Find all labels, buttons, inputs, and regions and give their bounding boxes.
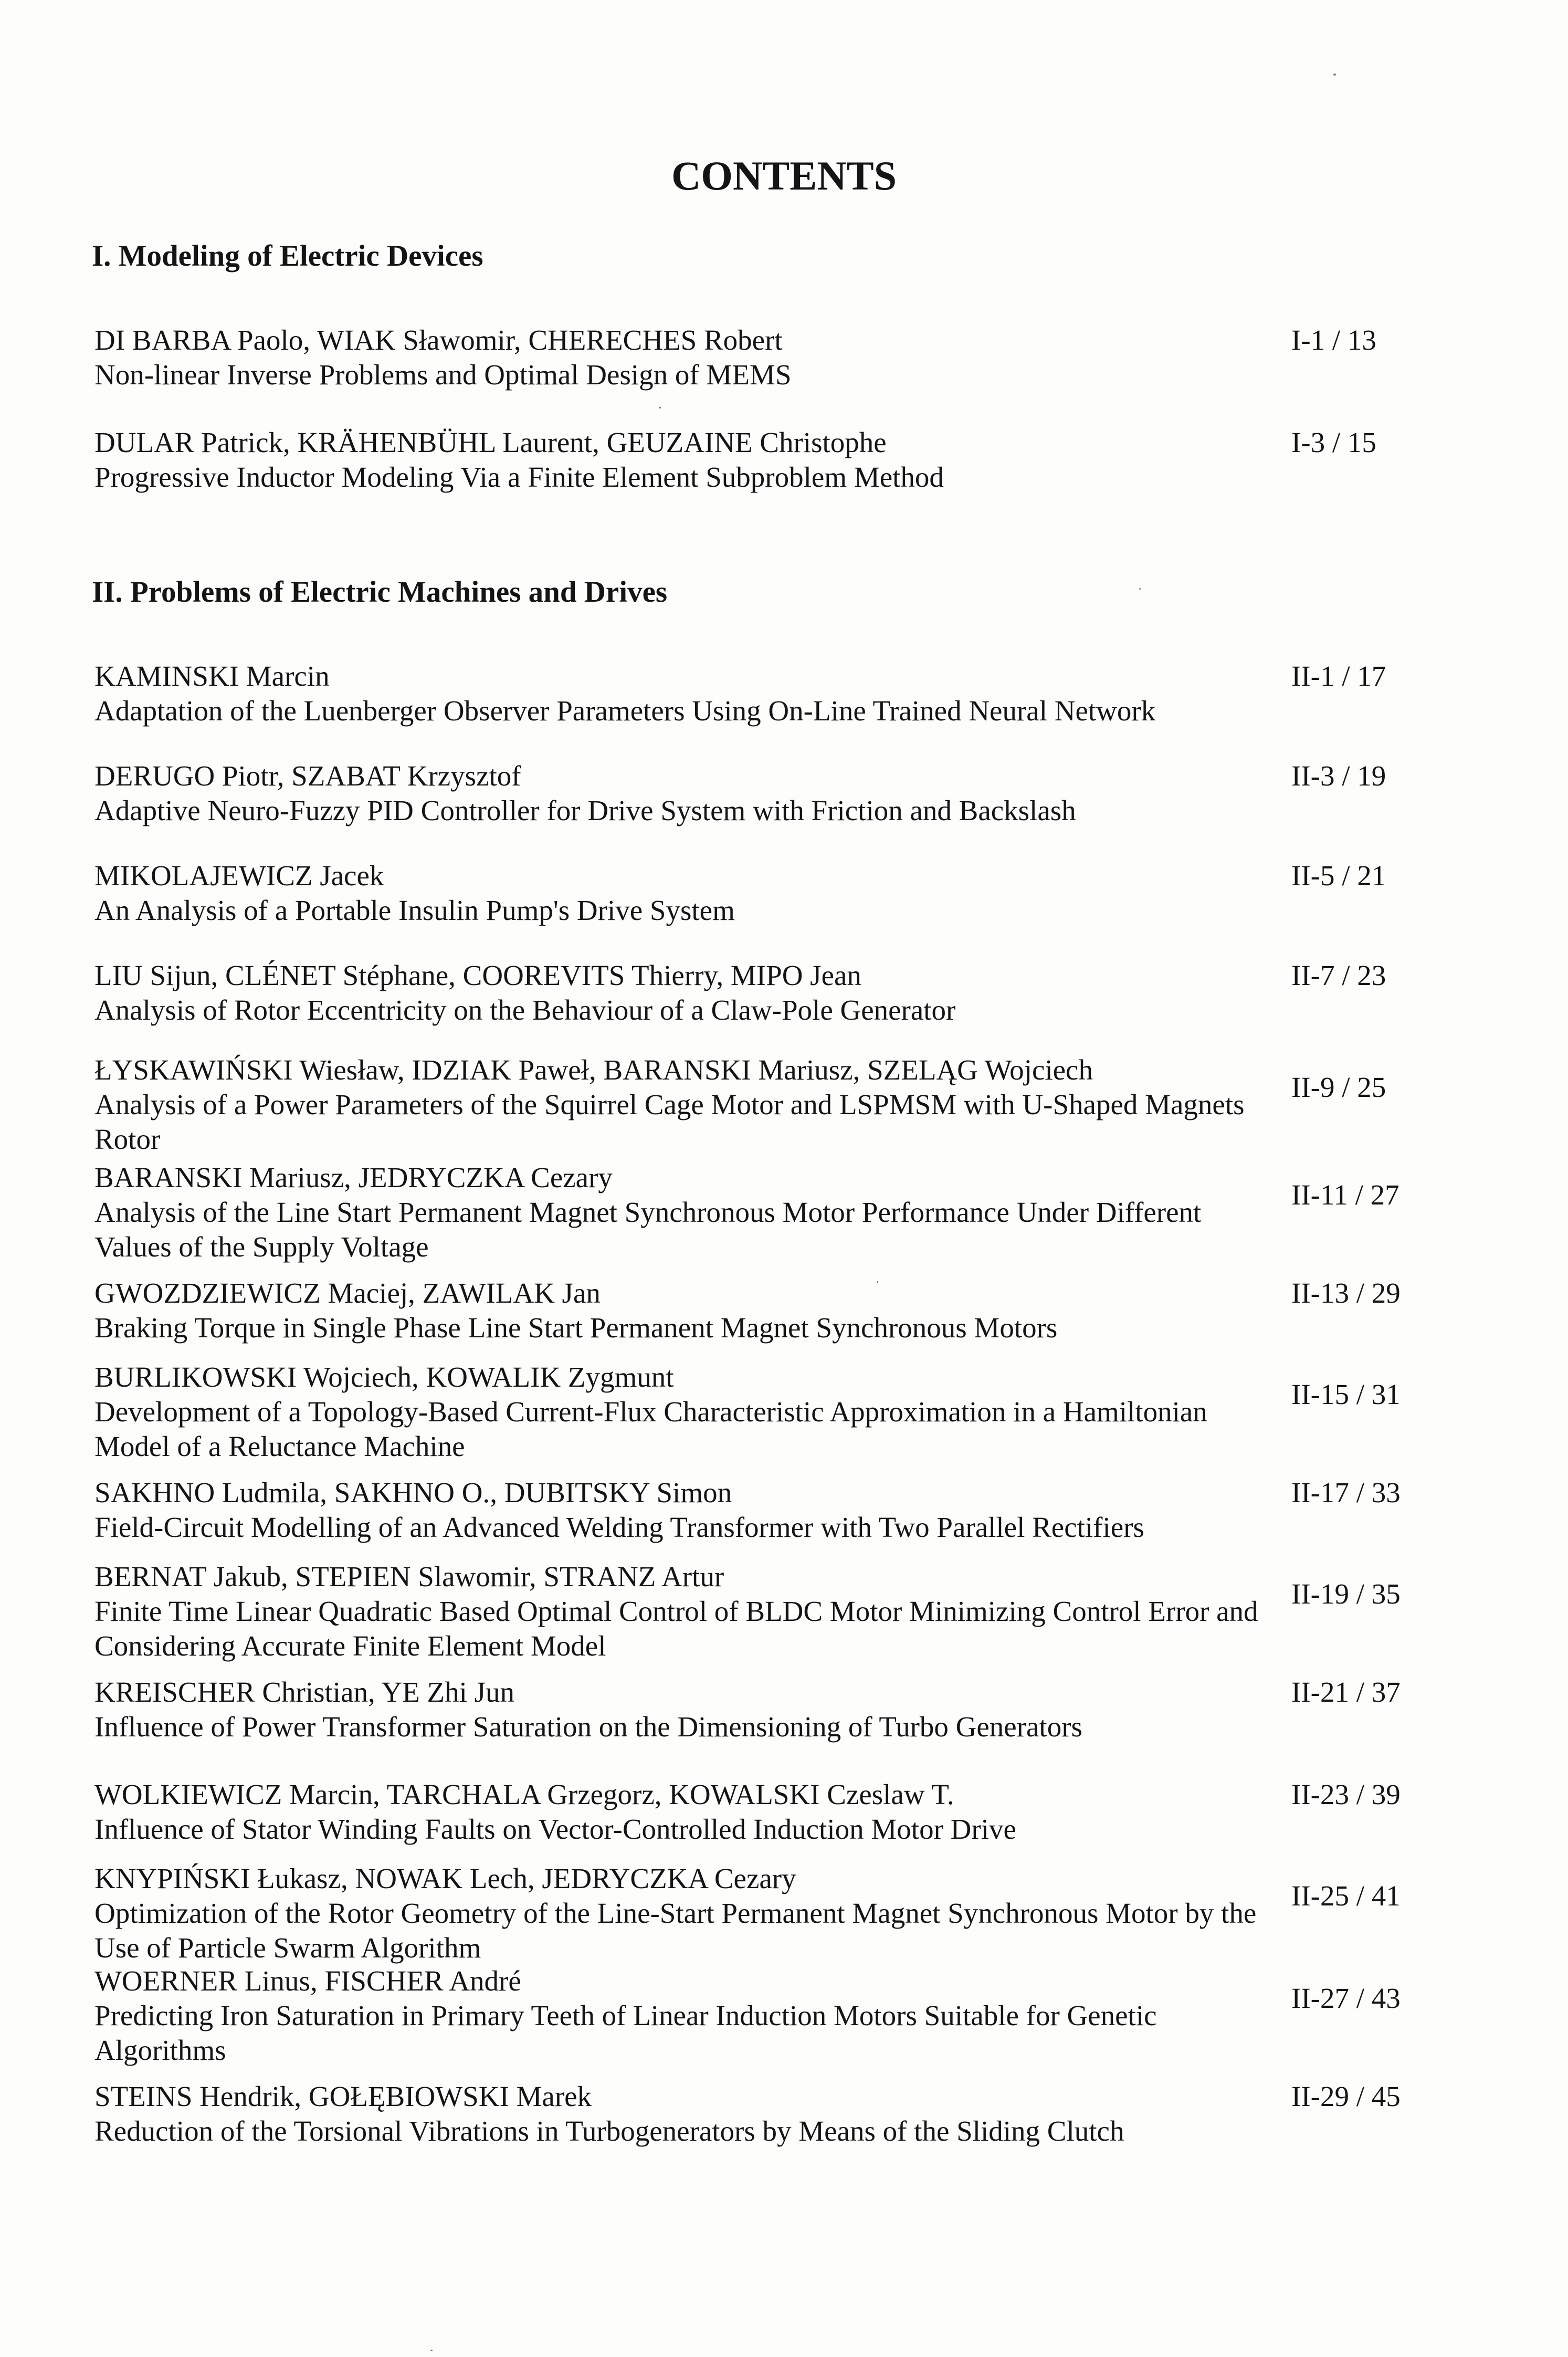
toc-entry[interactable] bbox=[94, 1777, 1407, 1847]
entry-title: Development of a Topology-Based Current-Flux Characteristic Approximation in a Hamiltonian Model of a Reluctance Machine bbox=[94, 1396, 1207, 1462]
entry-title: Field-Circuit Modelling of an Advanced Welding Transformer with Two Parallel Rectifiers bbox=[94, 1511, 1144, 1543]
section-heading-machines: II. Problems of Electric Machines and Drives bbox=[92, 575, 668, 609]
entry-authors: SAKHNO Ludmila, SAKHNO O., DUBITSKY Simon bbox=[94, 1476, 732, 1509]
entry-authors: KAMINSKI Marcin bbox=[94, 660, 330, 692]
entry-title: Optimization of the Rotor Geometry of the Line-Start Permanent Magnet Synchronous Motor by the Use of Particle Swarm Algorithm bbox=[94, 1897, 1257, 1964]
scan-speck bbox=[1139, 588, 1141, 590]
toc-entry[interactable] bbox=[94, 1861, 1407, 1965]
entry-title: Non-linear Inverse Problems and Optimal Design of MEMS bbox=[94, 359, 792, 391]
toc-entry[interactable] bbox=[94, 1053, 1407, 1157]
toc-entry[interactable] bbox=[94, 1160, 1407, 1264]
section-heading-modeling: I. Modeling of Electric Devices bbox=[92, 239, 483, 273]
toc-entry[interactable] bbox=[94, 1964, 1407, 2068]
entry-page-ref: II-29 / 45 bbox=[1291, 2080, 1401, 2112]
entry-authors: BARANSKI Mariusz, JEDRYCZKA Cezary bbox=[94, 1161, 613, 1193]
toc-entry[interactable] bbox=[94, 323, 1407, 392]
entry-page-ref: II-13 / 29 bbox=[1291, 1277, 1401, 1309]
entry-page-ref: II-17 / 33 bbox=[1291, 1476, 1401, 1509]
entry-page-ref: II-1 / 17 bbox=[1291, 660, 1386, 692]
entry-authors: ŁYSKAWIŃSKI Wiesław, IDZIAK Paweł, BARANSKI Mariusz, SZELĄG Wojciech bbox=[94, 1054, 1093, 1086]
entry-title: Braking Torque in Single Phase Line Start Permanent Magnet Synchronous Motors bbox=[94, 1312, 1058, 1344]
toc-entry[interactable] bbox=[94, 1559, 1407, 1663]
entry-authors: BERNAT Jakub, STEPIEN Slawomir, STRANZ Artur bbox=[94, 1560, 724, 1593]
entry-title: Analysis of the Line Start Permanent Magnet Synchronous Motor Performance Under Different Values of the Supply Voltage bbox=[94, 1196, 1202, 1263]
entry-authors: LIU Sijun, CLÉNET Stéphane, COOREVITS Thierry, MIPO Jean bbox=[94, 959, 861, 991]
entry-title: Analysis of a Power Parameters of the Squirrel Cage Motor and LSPMSM with U-Shaped Magnets Rotor bbox=[94, 1088, 1245, 1155]
entry-page-ref: II-21 / 37 bbox=[1291, 1676, 1401, 1708]
toc-entry[interactable] bbox=[94, 1276, 1407, 1345]
entry-page-ref: II-25 / 41 bbox=[1291, 1880, 1401, 1912]
entry-page-ref: II-7 / 23 bbox=[1291, 959, 1386, 991]
toc-entry[interactable] bbox=[94, 958, 1407, 1028]
entry-page-ref: II-11 / 27 bbox=[1291, 1179, 1399, 1211]
entry-authors: STEINS Hendrik, GOŁĘBIOWSKI Marek bbox=[94, 2080, 592, 2112]
entry-title: Influence of Power Transformer Saturation on the Dimensioning of Turbo Generators bbox=[94, 1711, 1082, 1743]
entry-authors: KNYPIŃSKI Łukasz, NOWAK Lech, JEDRYCZKA Cezary bbox=[94, 1862, 796, 1894]
entry-title: An Analysis of a Portable Insulin Pump's Drive System bbox=[94, 894, 735, 926]
entry-title: Analysis of Rotor Eccentricity on the Behaviour of a Claw-Pole Generator bbox=[94, 994, 956, 1026]
entry-authors: KREISCHER Christian, YE Zhi Jun bbox=[94, 1676, 515, 1708]
entry-authors: WOERNER Linus, FISCHER André bbox=[94, 1965, 521, 1997]
entry-authors: DERUGO Piotr, SZABAT Krzysztof bbox=[94, 760, 521, 792]
toc-entry[interactable] bbox=[94, 1360, 1407, 1464]
entry-title: Finite Time Linear Quadratic Based Optimal Control of BLDC Motor Minimizing Control Error and Considering Accurate Finite Element Model bbox=[94, 1595, 1258, 1662]
entry-authors: DULAR Patrick, KRÄHENBÜHL Laurent, GEUZAINE Christophe bbox=[94, 426, 887, 458]
entry-page-ref: II-19 / 35 bbox=[1291, 1578, 1401, 1610]
scan-speck bbox=[659, 407, 661, 408]
entry-authors: DI BARBA Paolo, WIAK Sławomir, CHERECHES Robert bbox=[94, 324, 783, 356]
toc-entry[interactable] bbox=[94, 1475, 1407, 1545]
entry-page-ref: II-9 / 25 bbox=[1291, 1071, 1386, 1103]
page-title: CONTENTS bbox=[671, 153, 897, 198]
entry-title: Predicting Iron Saturation in Primary Teeth of Linear Induction Motors Suitable for Genetic Algorithms bbox=[94, 1999, 1157, 2066]
entry-page-ref: II-3 / 19 bbox=[1291, 760, 1386, 792]
toc-entry[interactable] bbox=[94, 425, 1407, 495]
entry-title: Influence of Stator Winding Faults on Vector-Controlled Induction Motor Drive bbox=[94, 1813, 1016, 1845]
entry-page-ref: II-23 / 39 bbox=[1291, 1778, 1401, 1810]
entry-page-ref: I-3 / 15 bbox=[1291, 426, 1376, 458]
toc-entry[interactable] bbox=[94, 858, 1407, 928]
entry-title: Reduction of the Torsional Vibrations in Turbogenerators by Means of the Sliding Clutch bbox=[94, 2115, 1124, 2147]
entry-page-ref: I-1 / 13 bbox=[1291, 324, 1376, 356]
toc-entry[interactable] bbox=[94, 759, 1407, 828]
entry-title: Adaptive Neuro-Fuzzy PID Controller for Drive System with Friction and Backslash bbox=[94, 794, 1076, 826]
scan-speck bbox=[1333, 74, 1336, 76]
entry-page-ref: II-27 / 43 bbox=[1291, 1982, 1401, 2014]
entry-authors: MIKOLAJEWICZ Jacek bbox=[94, 860, 384, 892]
entry-authors: GWOZDZIEWICZ Maciej, ZAWILAK Jan bbox=[94, 1277, 601, 1309]
toc-entry[interactable] bbox=[94, 659, 1407, 728]
toc-entry[interactable] bbox=[94, 1675, 1407, 1744]
entry-page-ref: II-15 / 31 bbox=[1291, 1378, 1401, 1410]
entry-title: Adaptation of the Luenberger Observer Parameters Using On-Line Trained Neural Network bbox=[94, 695, 1156, 727]
toc-entry[interactable] bbox=[94, 2079, 1407, 2149]
entry-authors: BURLIKOWSKI Wojciech, KOWALIK Zygmunt bbox=[94, 1361, 674, 1393]
entry-authors: WOLKIEWICZ Marcin, TARCHALA Grzegorz, KOWALSKI Czeslaw T. bbox=[94, 1778, 954, 1810]
entry-page-ref: II-5 / 21 bbox=[1291, 860, 1386, 892]
entry-title: Progressive Inductor Modeling Via a Finite Element Subproblem Method bbox=[94, 461, 944, 493]
scan-speck bbox=[430, 2350, 433, 2351]
